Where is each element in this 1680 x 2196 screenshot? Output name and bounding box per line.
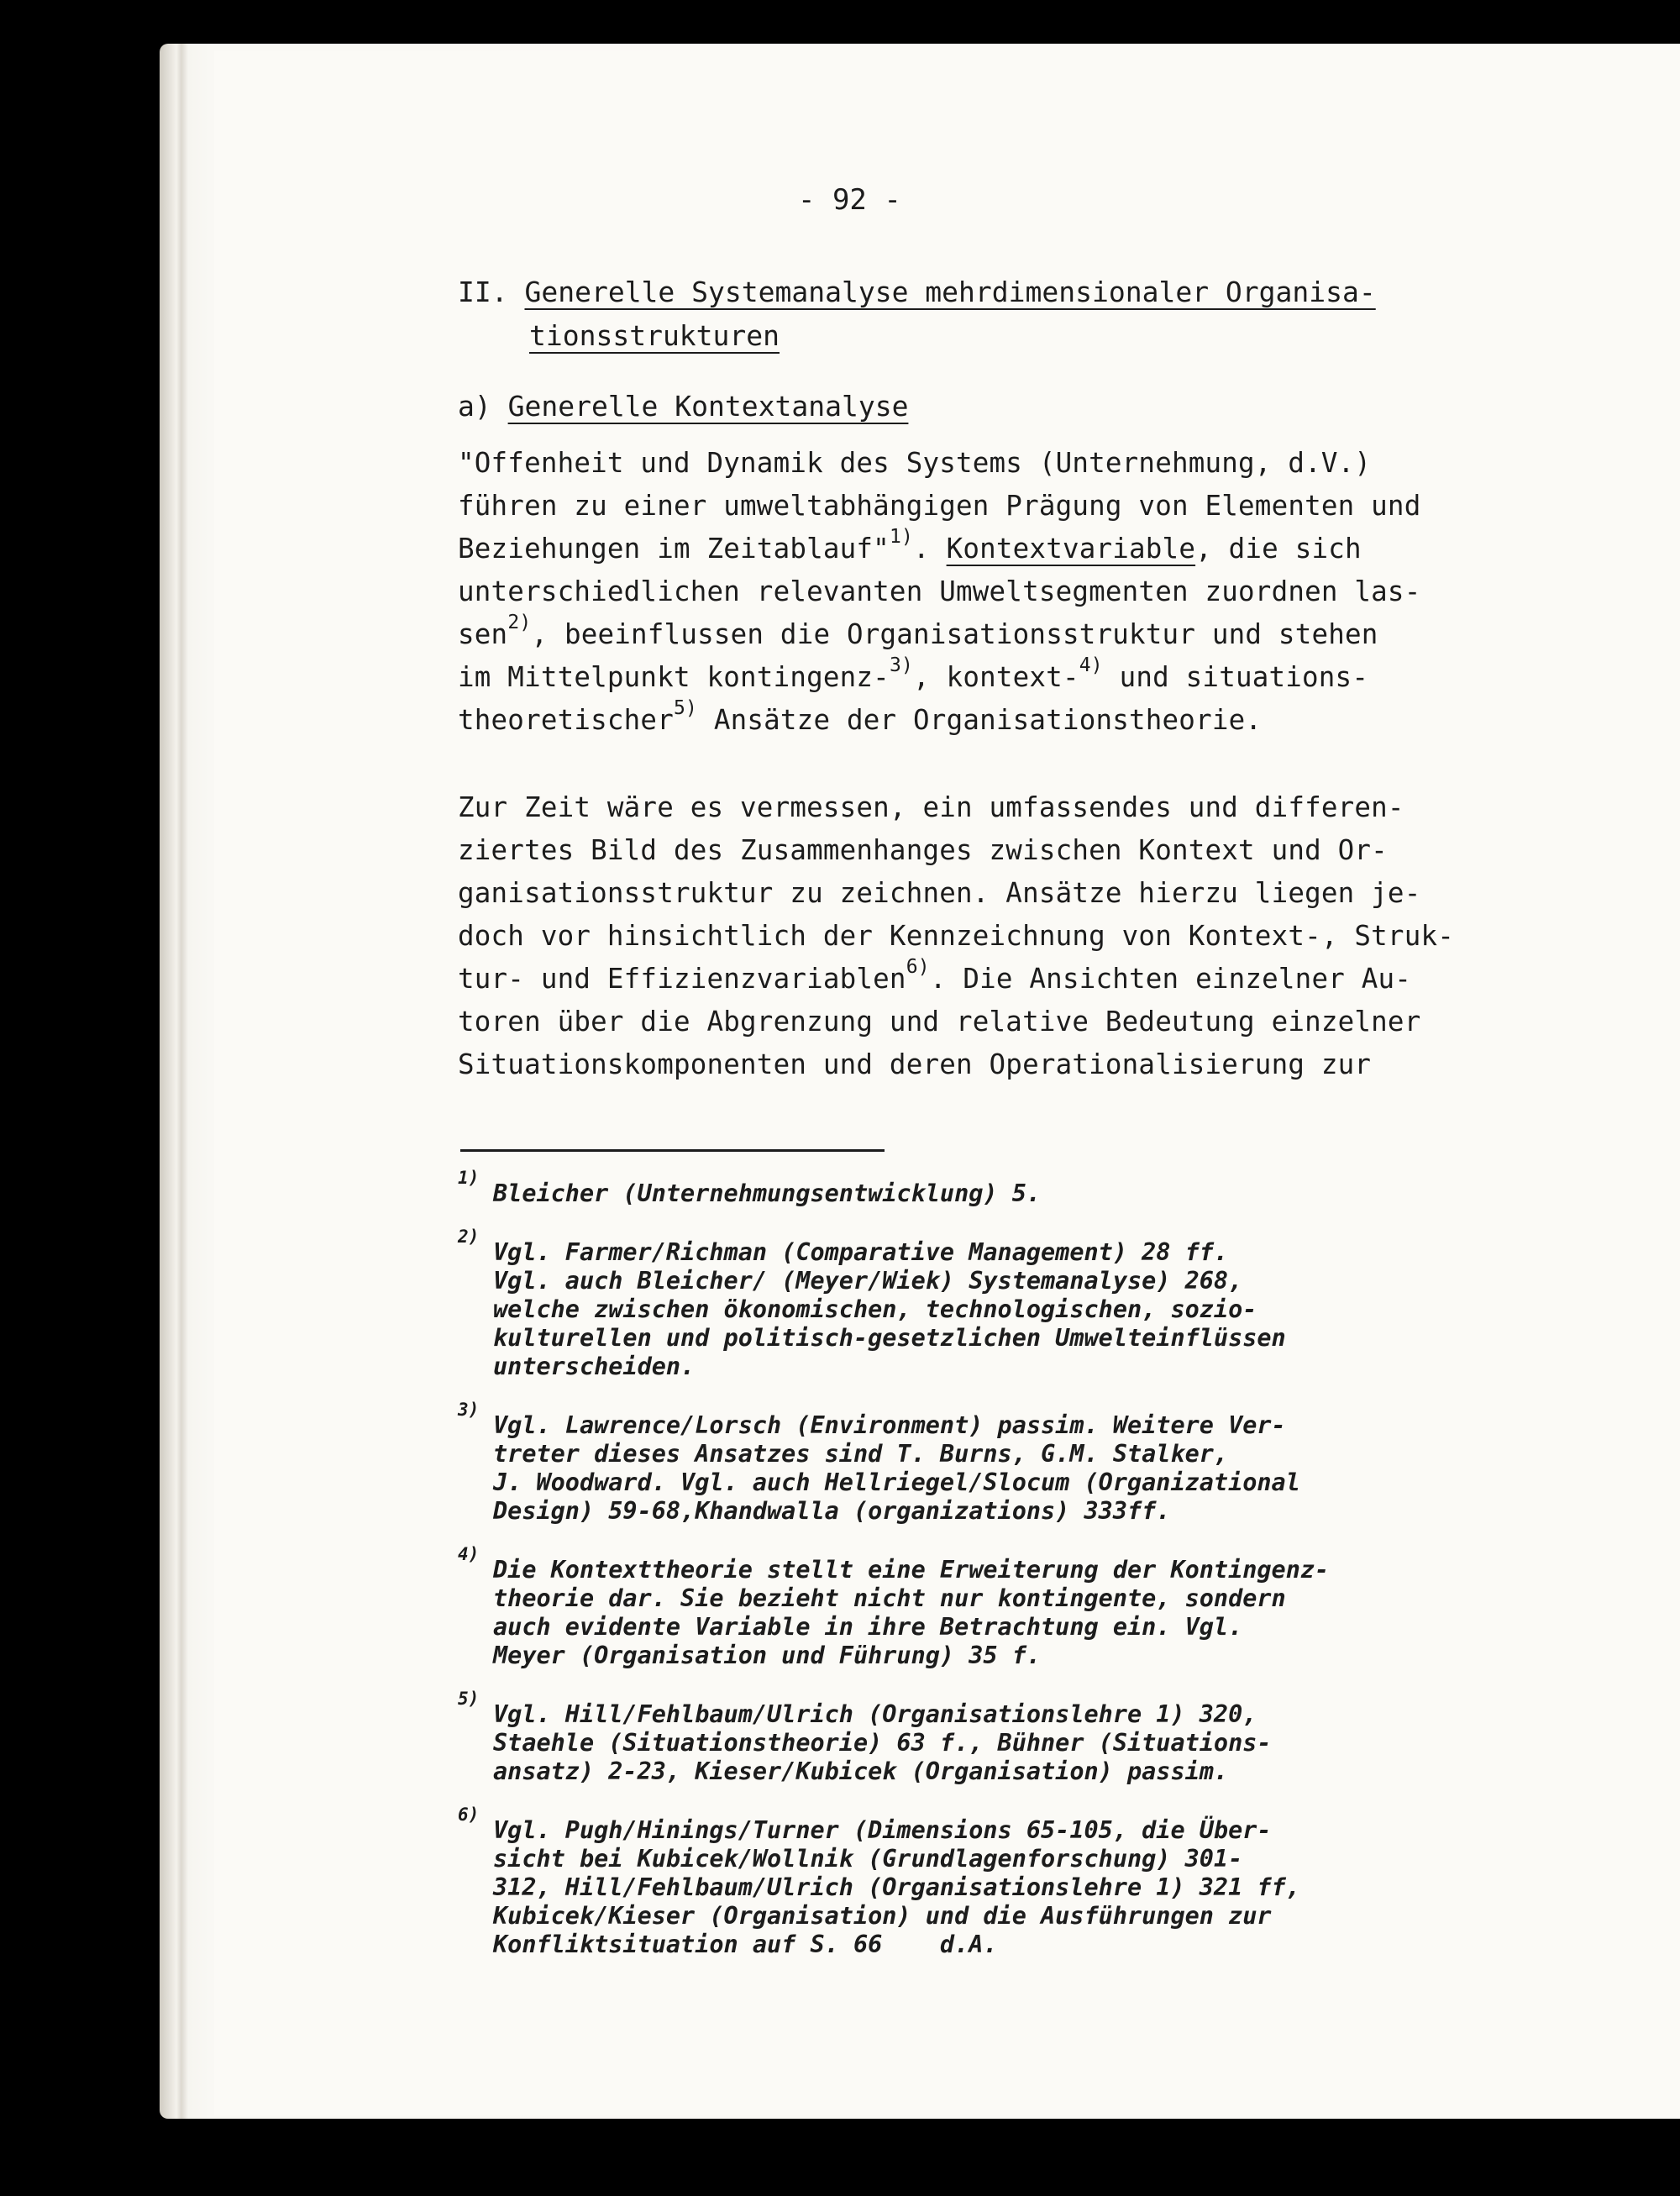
footnote-line: Meyer (Organisation und Führung) 35 f. <box>493 1642 1042 1669</box>
footnote-line: kulturellen und politisch-gesetzlichen Umwelteinflüssen <box>493 1324 1286 1352</box>
subsection-title <box>458 390 908 423</box>
footnote-ref: 2) <box>507 612 532 633</box>
footnote-line: ansatz) 2-23, Kieser/Kubicek (Organisation) passim. <box>493 1757 1229 1785</box>
footnote-text <box>458 1227 1329 1381</box>
footnote <box>458 1168 1329 1208</box>
footnote-line: Vgl. Lawrence/Lorsch (Environment) passim. Weitere Ver- <box>493 1411 1286 1439</box>
footnote-text <box>458 1168 1329 1208</box>
footnote-line: Vgl. auch Bleicher/ (Meyer/Wiek) Systemanalyse) 268, <box>493 1267 1243 1295</box>
paragraph-2 <box>458 786 1454 1086</box>
footnote-separator <box>460 1149 885 1152</box>
footnote-line: Vgl. Pugh/Hinings/Turner (Dimensions 65-105, die Über- <box>493 1816 1272 1844</box>
footnote-number: 6) <box>458 1805 480 1825</box>
paragraph-1 <box>458 442 1420 742</box>
footnote-line: Design) 59-68,Khandwalla (organizations) 333ff. <box>493 1497 1171 1525</box>
footnote-ref: 6) <box>906 956 930 978</box>
section-number: II. <box>458 276 508 308</box>
footnote-text <box>458 1544 1329 1670</box>
footnote-line: unterscheiden. <box>493 1353 696 1380</box>
text-segment: Beziehungen im Zeitablauf" <box>458 533 890 565</box>
paragraph-line <box>458 613 1420 656</box>
paragraph-line <box>458 528 1420 570</box>
footnote <box>458 1544 1329 1670</box>
footnote-line: Die Kontexttheorie stellt eine Erweiterung der Kontingenz- <box>493 1556 1330 1584</box>
text-segment: sen <box>458 618 508 650</box>
footnote-text <box>458 1805 1329 1959</box>
text-segment: theoretischer <box>458 704 674 736</box>
footnote <box>458 1227 1329 1381</box>
footnote-line: Vgl. Hill/Fehlbaum/Ulrich (Organisationslehre 1) 320, <box>493 1700 1257 1728</box>
text-segment: Ansätze der Organisationstheorie. <box>697 704 1263 736</box>
paragraph-line: Situationskomponenten und deren Operationalisierung zur <box>458 1048 1372 1080</box>
footnote-line: J. Woodward. Vgl. auch Hellriegel/Slocum (Organizational <box>493 1468 1300 1496</box>
footnote-line: Kubicek/Kieser (Organisation) und die Ausführungen zur <box>493 1902 1272 1930</box>
paragraph-line <box>458 656 1420 699</box>
paragraph-line: unterschiedlichen relevanten Umweltsegmenten zuordnen las- <box>458 575 1421 607</box>
footnote-number: 3) <box>458 1400 480 1420</box>
section-title-line2: tionsstrukturen <box>529 319 780 352</box>
paragraph-line: führen zu einer umweltabhängigen Prägung von Elementen und <box>458 490 1421 522</box>
footnote <box>458 1400 1329 1526</box>
page-number: - 92 - <box>798 183 901 217</box>
section-heading-continued <box>529 314 780 358</box>
paragraph-line: "Offenheit und Dynamik des Systems (Unternehmung, d.V.) <box>458 447 1372 479</box>
footnote-ref: 3) <box>889 654 914 676</box>
footnote-number: 5) <box>458 1689 480 1709</box>
subsection-title-text: a) Generelle Kontextanalyse <box>458 390 909 423</box>
text-segment: tur- und Effizienzvariablen <box>458 963 906 995</box>
text-segment: , beeinflussen die Organisationsstruktur und stehen <box>531 618 1378 650</box>
paragraph-line: toren über die Abgrenzung und relative Bedeutung einzelner <box>458 1006 1421 1038</box>
footnote-text <box>458 1400 1329 1526</box>
footnote-number: 1) <box>458 1168 480 1188</box>
footnote <box>458 1689 1329 1786</box>
paragraph-line: doch vor hinsichtlich der Kennzeichnung von Kontext-, Struk- <box>458 920 1454 952</box>
footnote-ref: 5) <box>673 697 698 719</box>
footnote-line: welche zwischen ökonomischen, technologischen, sozio- <box>493 1295 1257 1323</box>
section-title-line1: Generelle Systemanalyse mehrdimensionaler Organisa- <box>524 276 1376 308</box>
footnote-line: Vgl. Farmer/Richman (Comparative Management) 28 ff. <box>493 1238 1229 1266</box>
text-segment: , die sich <box>1195 533 1362 565</box>
footnote-line: sicht bei Kubicek/Wollnik (Grundlagenforschung) 301- <box>493 1845 1243 1873</box>
footnote-ref: 4) <box>1079 654 1103 676</box>
text-segment: , kontext- <box>913 661 1079 693</box>
footnote-line: auch evidente Variable in ihre Betrachtung ein. Vgl. <box>493 1613 1243 1641</box>
footnote-text <box>458 1689 1329 1786</box>
footnote-line: treter dieses Ansatzes sind T. Burns, G.M. Stalker, <box>493 1440 1229 1468</box>
footnote-line: theorie dar. Sie bezieht nicht nur kontingente, sondern <box>493 1584 1286 1612</box>
footnote-line: Konfliktsituation auf S. 66 d.A. <box>493 1931 998 1958</box>
text-segment: und situations- <box>1102 661 1369 693</box>
footnotes <box>458 1168 1329 1978</box>
footnote-ref: 1) <box>889 526 914 548</box>
footnote-line: Staehle (Situationstheorie) 63 f., Bühner (Situations- <box>493 1729 1272 1757</box>
keyword-underlined: Kontextvariable <box>946 533 1196 565</box>
section-heading <box>458 271 1376 314</box>
footnote-line: Bleicher (Unternehmungsentwicklung) 5. <box>493 1179 1042 1207</box>
footnote-number: 2) <box>458 1227 480 1247</box>
subsection-title-underlined: Generelle Kontextanalyse <box>507 390 909 423</box>
text-segment: im Mittelpunkt kontingenz- <box>458 661 890 693</box>
paragraph-line: ziertes Bild des Zusammenhanges zwischen Kontext und Or- <box>458 834 1388 866</box>
footnote-line: 312, Hill/Fehlbaum/Ulrich (Organisationslehre 1) 321 ff, <box>493 1873 1300 1901</box>
text-segment: . Die Ansichten einzelner Au- <box>929 963 1412 995</box>
paragraph-line: ganisationsstruktur zu zeichnen. Ansätze hierzu liegen je- <box>458 877 1421 909</box>
footnote <box>458 1805 1329 1959</box>
paragraph-line <box>458 699 1420 742</box>
paragraph-line <box>458 958 1454 1001</box>
footnote-number: 4) <box>458 1544 480 1564</box>
paragraph-line: Zur Zeit wäre es vermessen, ein umfassendes und differen- <box>458 791 1404 823</box>
subsection-heading <box>458 385 908 428</box>
text-segment: . <box>913 533 947 565</box>
